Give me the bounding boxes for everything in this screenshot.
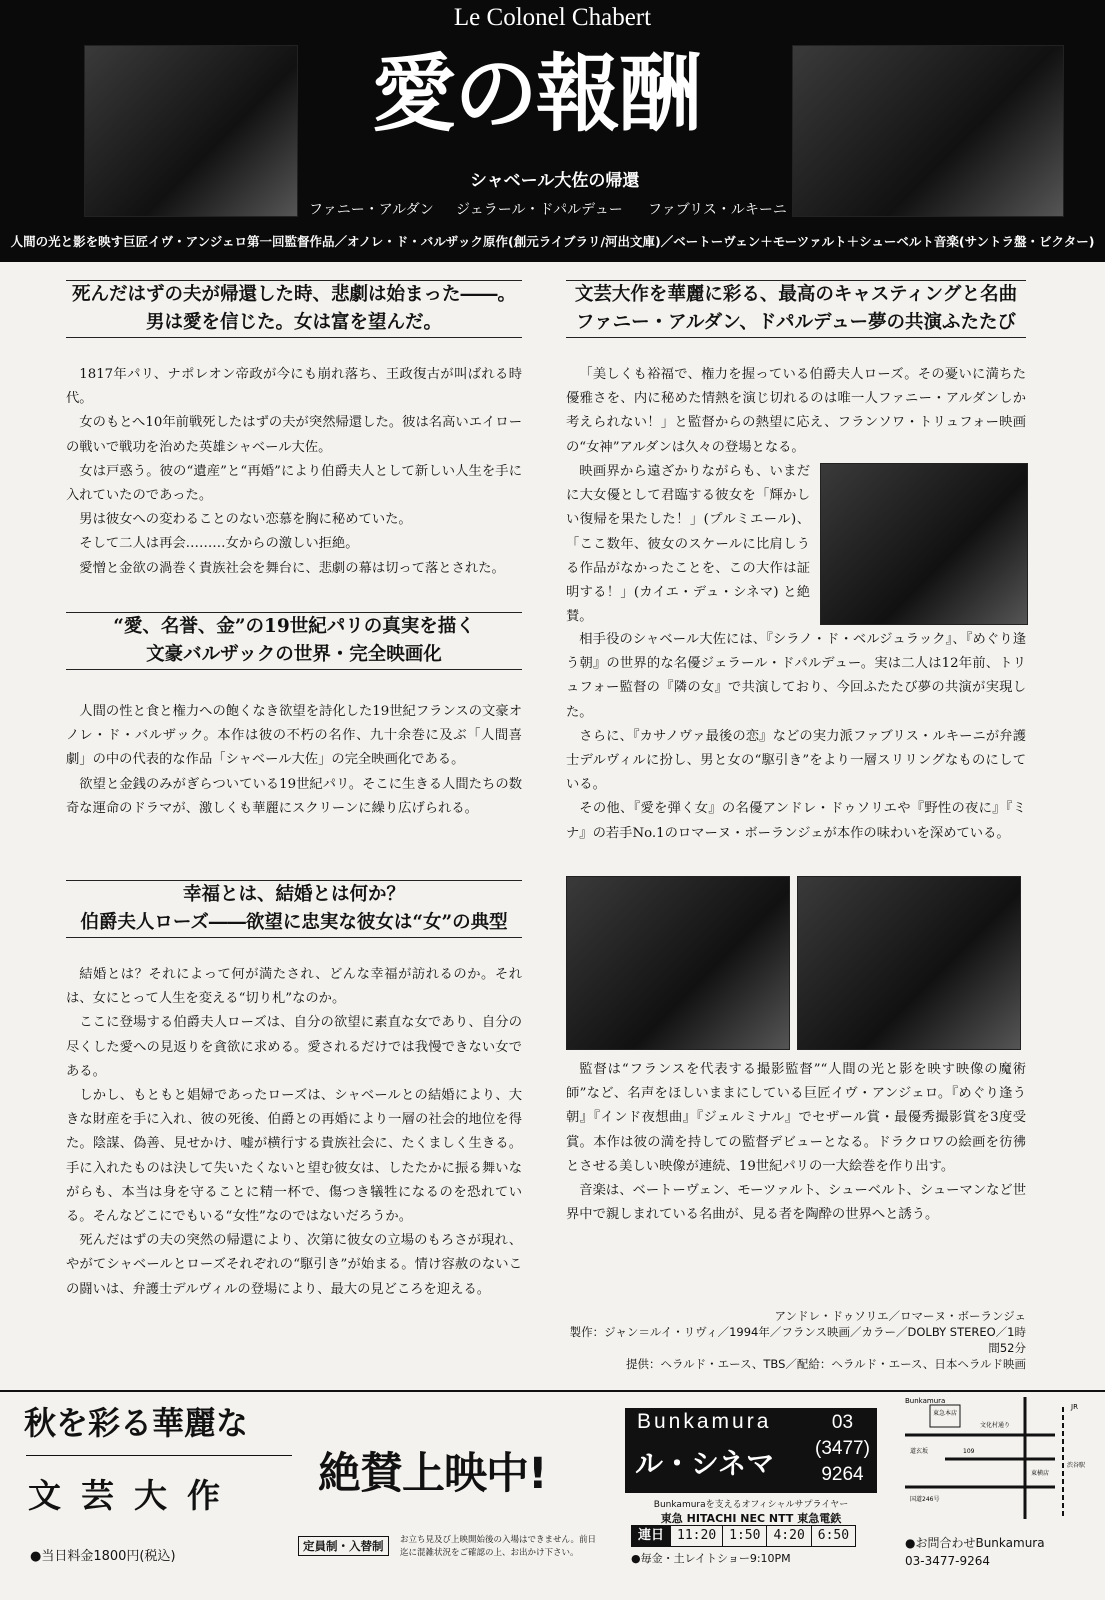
section-heading bbox=[566, 280, 1026, 338]
section-body bbox=[66, 363, 522, 581]
photo-cavalry-charge bbox=[566, 876, 790, 1050]
cast-name: ファブリス・ルキーニ bbox=[648, 202, 787, 218]
contact-phone: 03-3477-9264 bbox=[905, 1554, 991, 1568]
phone-part: (3477) bbox=[815, 1438, 870, 1459]
paragraph: しかし、もともと娼婦であったローズは、シャベールとの結婚により、大きな財産を手に入れ、彼の死後、伯爵との再婚により一層の社会的地位を得た。陰謀、偽善、見せかけ、嘘が横行する貴族社会に、たくましく生きる。手に入れたものは決して失いたくないと望む彼女は、したたかに振る舞いながらも、本当は身を守ることに精一杯で、傷つき犠牲になるのを恐れている。そんなどこにでもいる“女性”なのではないだろうか。 bbox=[66, 1088, 522, 1225]
subtitle: シャベール大佐の帰還 bbox=[470, 171, 640, 191]
phone-part: 03 bbox=[831, 1412, 854, 1433]
theater-box bbox=[625, 1408, 877, 1493]
section-body bbox=[566, 628, 1026, 846]
map-label: 道玄坂 bbox=[910, 1448, 929, 1455]
notice-label: 定員制・入替制 bbox=[298, 1536, 389, 1556]
paragraph: 死んだはずの夫の突然の帰還により、次第に彼女の立場のもろさが現れ、やがてシャベールとローズそれぞれの“駆引き”が始まる。情け容赦のないこの闘いは、弁護士デルヴィルの登場により、最大の見どころを迎える。 bbox=[66, 1233, 522, 1297]
paragraph: 愛憎と金欲の渦巻く貴族社会を舞台に、悲劇の幕は切って落とされた。 bbox=[79, 560, 505, 576]
theater-name: ル・シネマ bbox=[635, 1447, 775, 1480]
map-label: 東急本店 bbox=[933, 1410, 958, 1417]
header-banner bbox=[0, 0, 1105, 262]
ticket-price: ●当日料金1800円(税込) bbox=[30, 1549, 176, 1564]
map-label: 渋谷駅 bbox=[1067, 1462, 1086, 1469]
title-jp: 愛の報酬 bbox=[372, 44, 701, 143]
photo-chabert-luchini bbox=[792, 45, 1064, 217]
heading-line: 文芸大作を華麗に彩る、最高のキャスティングと名曲 bbox=[574, 284, 1018, 305]
section-body bbox=[66, 700, 522, 821]
heading-line: “愛、名誉、金”の19世紀パリの真実を描く bbox=[113, 616, 475, 637]
phone-part: 9264 bbox=[821, 1464, 864, 1485]
distribution-info: 提供：ヘラルド・エース、TBS／配給：ヘラルド・エース、日本ヘラルド映画 bbox=[625, 1357, 1026, 1371]
showtime: 1:50 bbox=[722, 1526, 766, 1546]
cast-name: ファニー・アルダン bbox=[309, 202, 434, 218]
tagline-divider bbox=[26, 1455, 292, 1456]
showtime: 4:20 bbox=[766, 1526, 810, 1546]
paragraph: さらに、『カサノヴァ最後の恋』などの実力派ファブリス・ルキーニが弁護士デルヴィルに扮し、男と女の“駆引き”をより一層スリリングなものにしている。 bbox=[566, 728, 1026, 793]
photo-ardant-depardieu bbox=[84, 45, 298, 217]
paragraph: 1817年パリ、ナポレオン帝政が今にも崩れ落ち、王政復古が叫ばれる時代。 bbox=[66, 367, 522, 407]
paragraph: 男は彼女への変わることのない恋慕を胸に秘めていた。 bbox=[79, 512, 412, 528]
production-credits bbox=[566, 1308, 1026, 1372]
section-heading bbox=[66, 612, 522, 670]
late-show: ●毎金・土レイトショー9:10PM bbox=[631, 1552, 791, 1565]
heading-line: 伯爵夫人ローズ――欲望に忠実な彼女は“女”の典型 bbox=[80, 912, 508, 933]
map-label: 109 bbox=[963, 1448, 975, 1455]
heading-line: 幸福とは、結婚とは何か？ bbox=[182, 884, 405, 905]
photo-snowy-landscape bbox=[797, 876, 1021, 1050]
showtime: 11:20 bbox=[670, 1526, 722, 1546]
paragraph: 女のもとへ10年前戦死したはずの夫が突然帰還した。彼は名高いエイローの戦いで戦功を治めた英雄シャベール大佐。 bbox=[66, 415, 522, 455]
section-body bbox=[566, 1058, 1026, 1227]
theater-phone bbox=[815, 1410, 870, 1488]
contact-label: ●お問合わせBunkamura bbox=[905, 1536, 1045, 1550]
paragraph: その他、『愛を弾く女』の名優アンドレ・ドゥソリエや『野性の夜に』『ミナ』の若手No.1のロマーヌ・ボーランジェが本作の味わいを深めている。 bbox=[566, 801, 1026, 841]
section-body bbox=[66, 963, 522, 1302]
paragraph: 音楽は、ベートーヴェン、モーツァルト、シューベルト、シューマンなど世界中で親しまれている名曲が、見る者を陶酔の世界へと誘う。 bbox=[566, 1183, 1026, 1223]
heading-line: ファニー・アルダン、ドパルデュー夢の共演ふたたび bbox=[576, 312, 1016, 333]
paragraph: 映画界から遠ざかりながらも、いまだに大女優として君臨する彼女を「輝かしい復帰を果たした！」(プルミエール)、「ここ数年、彼女のスケールに比肩しうる作品がなかったことを、この大作は証明する！」(カイエ・デュ・シネマ) と絶賛。 bbox=[566, 464, 810, 625]
tagline: 秋を彩る華麗な bbox=[24, 1404, 249, 1442]
cast-caption: アンドレ・ドゥソリエ／ロマーヌ・ボーランジェ bbox=[774, 1309, 1026, 1323]
section-heading bbox=[66, 280, 522, 338]
paragraph: 結婚とは？それによって何が満たされ、どんな幸福が訪れるのか。それは、女にとって人生を変える“切り札”なのか。 bbox=[66, 967, 522, 1007]
paragraph: 欲望と金銭のみがぎらついている19世紀パリ。そこに生きる人間たちの数奇な運命のドラマが、激しくも華麗にスクリーンに繰り広げられる。 bbox=[66, 776, 522, 816]
showtimes bbox=[631, 1525, 856, 1547]
map-label: JR bbox=[1071, 1403, 1078, 1411]
showtime: 6:50 bbox=[811, 1526, 855, 1546]
photo-ardant-carriage bbox=[820, 463, 1028, 625]
section-body bbox=[566, 363, 1026, 460]
sponsor-logos: 東急 HITACHI NEC NTT 東急電鉄 bbox=[660, 1512, 842, 1525]
paragraph: 相手役のシャベール大佐には、『シラノ・ド・ベルジュラック』、『めぐり逢う朝』の世界的な名優ジェラール・ドパルデュー。実は二人は12年前、トリュフォー監督の『隣の女』で共演しており、今回ふたたび夢の共演が実現した。 bbox=[566, 632, 1026, 720]
map-label: Bunkamura bbox=[905, 1397, 946, 1405]
paragraph: 監督は“フランスを代表する撮影監督”“人間の光と影を映す映像の魔術師”など、名声をほしいままにしている巨匠イヴ・アンジェロ。『めぐり逢う朝』『インド夜想曲』『ジェルミナル』でセザール賞・最優秀撮影賞を3度受賞。本作は彼の満を持しての監督デビューとなる。ドラクロワの絵画を彷彿とさせる美しい映像が連続、19世紀パリの一大絵巻を作り出す。 bbox=[566, 1062, 1026, 1174]
paragraph: 「美しくも裕福で、権力を握っている伯爵夫人ローズ。その憂いに満ちた優雅さを、内に秘めた情熱を演じ切れるのは唯一人ファニー・アルダンしか考えられない！」と監督からの熱望に応え、フランソワ・トリュフォー映画の“女神”アルダンは久々の登場となる。 bbox=[566, 367, 1026, 455]
map-label: 国道246号 bbox=[910, 1496, 940, 1503]
footer-divider bbox=[0, 1390, 1105, 1392]
tagline: 文芸大作 bbox=[28, 1476, 240, 1515]
notice-text: お立ち見及び上映開始後の入場はできません。前日迄に混雑状況をご確認の上、お出かけ下さい。 bbox=[400, 1535, 597, 1558]
cast-name: ジェラール・ドパルデュー bbox=[456, 202, 623, 218]
sponsor-caption: Bunkamuraを支えるオフィシャルサプライヤー bbox=[653, 1500, 849, 1510]
map-label: 文化村通り bbox=[980, 1422, 1011, 1429]
paragraph: そして二人は再会………女からの激しい拒絶。 bbox=[79, 536, 359, 552]
title-en: Le Colonel Chabert bbox=[453, 4, 652, 31]
heading-line: 男は愛を信じた。女は富を望んだ。 bbox=[145, 312, 442, 333]
contact-info bbox=[905, 1534, 1045, 1570]
credit-line: 人間の光と影を映す巨匠イヴ・アンジェロ第一回監督作品／オノレ・ド・バルザック原作(創元ライブラリ/河出文庫)／ベートーヴェン＋モーツァルト＋シューベルト音楽(サントラ盤・ビクター) bbox=[10, 234, 1095, 249]
production-info: 製作：ジャン＝ルイ・リヴィ／1994年／フランス映画／カラー／DOLBY STEREO／1時間52分 bbox=[569, 1325, 1026, 1355]
theater-brand: Bunkamura bbox=[637, 1410, 772, 1433]
schedule-label: 連日 bbox=[632, 1526, 670, 1546]
section-body bbox=[566, 460, 810, 629]
access-map bbox=[905, 1397, 1095, 1519]
paragraph: 女は戸惑う。彼の“遺産”と“再婚”により伯爵夫人として新しい人生を手に入れていたのであった。 bbox=[66, 463, 522, 504]
now-showing: 絶賛上映中! bbox=[318, 1449, 547, 1499]
paragraph: 人間の性と食と権力への飽くなき欲望を詩化した19世紀フランスの文豪オノレ・ド・バルザック。本作は彼の不朽の名作、九十余巻に及ぶ「人間喜劇」の中の代表的な作品「シャベール大佐」の完全映画化である。 bbox=[66, 704, 522, 768]
heading-line: 死んだはずの夫が帰還した時、悲劇は始まった――。 bbox=[71, 284, 516, 305]
map-label: 東横店 bbox=[1031, 1470, 1050, 1477]
heading-line: 文豪バルザックの世界・完全映画化 bbox=[146, 644, 442, 665]
paragraph: ここに登場する伯爵夫人ローズは、自分の欲望に素直な女であり、自分の尽くした愛への見返りを貪欲に求める。愛されるだけでは我慢できない女である。 bbox=[66, 1015, 522, 1079]
section-heading bbox=[66, 880, 522, 938]
